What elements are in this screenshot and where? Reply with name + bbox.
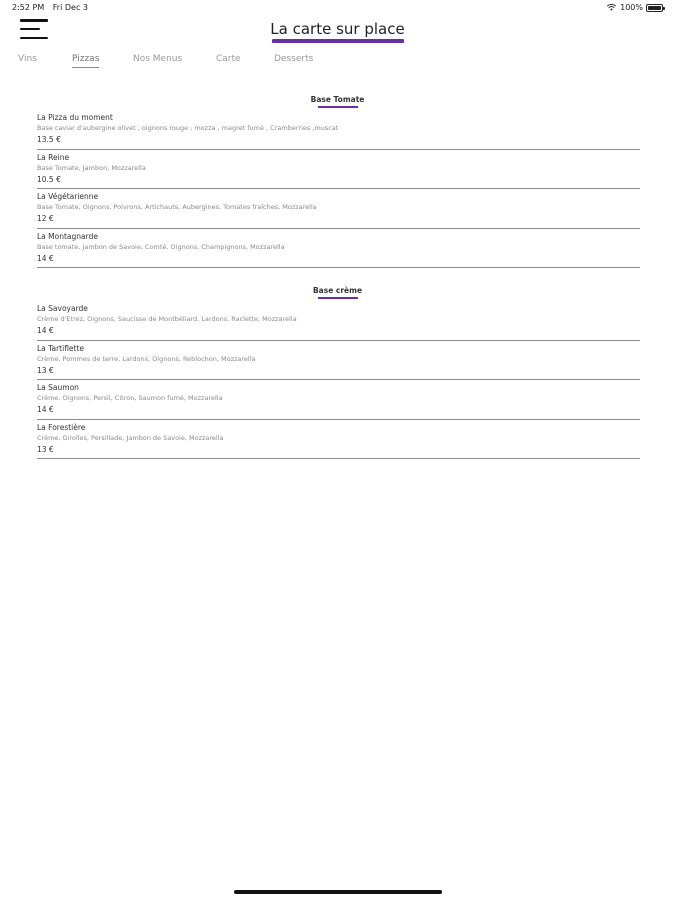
item-name: La Saumon xyxy=(37,383,79,392)
item-description: Base caviar d'aubergine olivet , oignons rouge , mozza , magret fumé , Cramberries ,muscat xyxy=(37,124,339,132)
section-header-base-creme xyxy=(0,278,675,299)
tab-vins[interactable]: Vins xyxy=(18,54,37,64)
item-description: Base Tomate, Jambon, Mozzarella xyxy=(37,163,146,172)
tab-nos-menus[interactable]: Nos Menus xyxy=(133,54,183,64)
category-tabs xyxy=(0,54,675,70)
item-description: Base Tomate, Oignons, Poivrons, Artichauts, Aubergines, Tomates fraîches, Mozzarella xyxy=(37,203,317,211)
menu-item[interactable] xyxy=(37,380,640,420)
menu-item[interactable] xyxy=(37,420,640,460)
item-name: La Forestière xyxy=(37,422,86,432)
item-description: Crème, Oignons, Persil, Citron, Saumon fumé, Mozzarella xyxy=(37,394,223,402)
item-description: Crème d'Etrez, Oignons, Saucisse de Montbéliard, Lardons, Raclette, Mozzarella xyxy=(37,315,297,323)
item-name: La Végétarienne xyxy=(37,192,99,201)
item-price: 13 € xyxy=(37,365,54,375)
status-right xyxy=(607,3,663,12)
tab-carte[interactable]: Carte xyxy=(216,54,241,64)
page-title: La carte sur place xyxy=(270,20,405,38)
item-description: Base tomate, Jambon de Savoie, Comté, Oignons, Champignons, Mozzarella xyxy=(37,242,285,251)
item-description: Crème, Pommes de terre, Lardons, Oignons, Reblochon, Mozzarella xyxy=(37,354,256,363)
item-name: La Tartiflette xyxy=(37,343,85,353)
item-price: 10.5 € xyxy=(37,174,61,184)
tab-desserts[interactable]: Desserts xyxy=(274,54,314,64)
section-rule xyxy=(318,106,358,108)
title-underline xyxy=(272,39,404,43)
item-name: La Pizza du moment xyxy=(37,113,113,122)
item-description: Crème, Girolles, Persillade, Jambon de Savoie, Mozzarella xyxy=(37,433,224,442)
section-rule xyxy=(318,297,358,299)
status-left xyxy=(12,3,94,12)
menu-item[interactable] xyxy=(37,110,640,150)
menu-item[interactable] xyxy=(37,301,640,341)
home-indicator[interactable] xyxy=(234,890,442,894)
active-tab-indicator xyxy=(72,67,99,68)
item-price: 12 € xyxy=(37,214,54,223)
item-price: 14 € xyxy=(37,405,54,414)
section-title: Base crème xyxy=(312,286,363,295)
menu-item[interactable] xyxy=(37,341,640,381)
section-header-base-tomate xyxy=(0,87,675,108)
menu-list-base-tomate xyxy=(37,110,640,268)
status-date: Fri Dec 3 xyxy=(52,3,88,12)
section-title: Base Tomate xyxy=(310,95,365,104)
battery-percent: 100% xyxy=(620,3,643,12)
item-name: La Reine xyxy=(37,152,70,162)
tab-pizzas[interactable]: Pizzas xyxy=(72,54,99,68)
item-name: La Montagnarde xyxy=(37,231,98,241)
menu-item[interactable] xyxy=(37,189,640,229)
battery-icon xyxy=(646,4,663,12)
item-name: La Savoyarde xyxy=(37,304,88,313)
status-time: 2:52 PM xyxy=(12,3,45,12)
wifi-icon xyxy=(607,4,616,11)
menu-item[interactable] xyxy=(37,229,640,269)
item-price: 14 € xyxy=(37,253,54,263)
menu-list-base-creme xyxy=(37,301,640,459)
item-price: 14 € xyxy=(37,326,54,335)
item-price: 13.5 € xyxy=(37,135,61,144)
status-bar xyxy=(0,0,675,16)
item-price: 13 € xyxy=(37,444,54,454)
menu-item[interactable] xyxy=(37,150,640,190)
